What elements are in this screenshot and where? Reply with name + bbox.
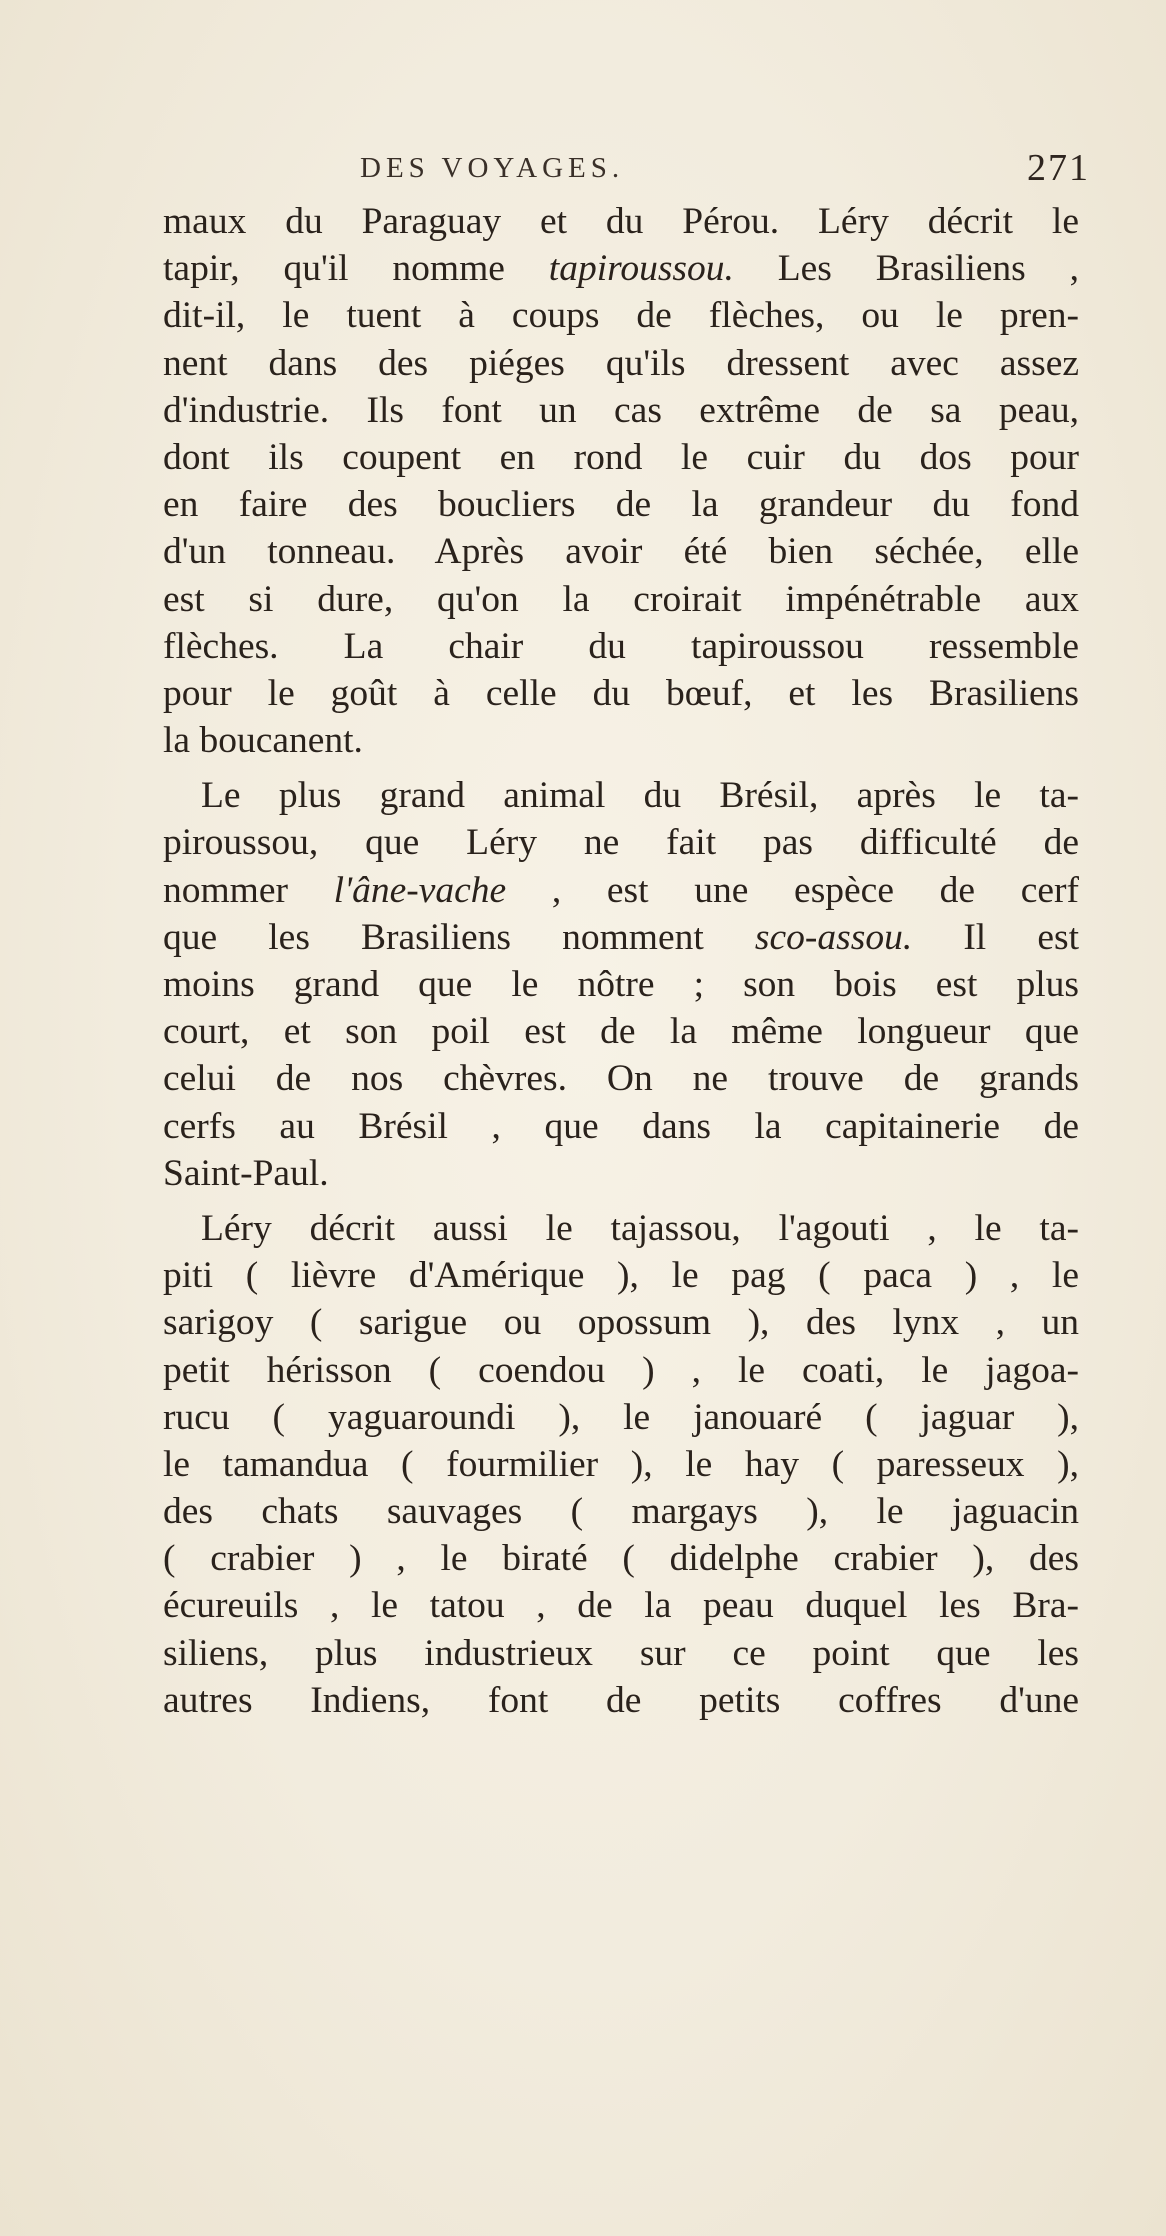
text-run: d'un tonneau. Après avoir été bien séchée, elle [163,531,1079,573]
text-run: Léry décrit aussi le tajassou, l'agouti , le ta- [201,1207,1079,1249]
text-run: , est une espèce de cerf [506,869,1079,911]
text-run: d'industrie. Ils font un cas extrême de sa peau, [163,389,1079,431]
text-run: que les Brasiliens nomment [163,916,755,958]
italic-term: l'âne-vache [333,869,507,911]
text-run: rucu ( yaguaroundi ), le janouaré ( jaguar ), [163,1396,1079,1438]
text-line [163,623,1079,670]
text-run: flèches. La chair du tapiroussou ressemble [163,625,1079,667]
text-run: celui de nos chèvres. On ne trouve de grands [163,1058,1079,1100]
text-run: dont ils coupent en rond le cuir du dos pour [163,436,1079,478]
text-run: Il est [912,916,1079,958]
text-line [163,1205,1079,1252]
text-run: maux du Paraguay et du Pérou. Léry décrit le [163,201,1079,242]
text-run: piti ( lièvre d'Amérique ), le pag ( paca ) , le [163,1255,1079,1297]
text-line [163,1008,1079,1055]
text-line [163,1347,1079,1394]
text-run: tapir, qu'il nomme [163,248,549,290]
text-line [163,576,1079,623]
text-line [163,387,1079,434]
text-line [163,528,1079,575]
text-line [163,434,1079,481]
text-run: dit-il, le tuent à coups de flèches, ou le pren- [163,295,1079,337]
text-run: la boucanent. [163,720,363,762]
text-line [163,1252,1079,1299]
text-run: écureuils , le tatou , de la peau duquel les Bra- [163,1585,1079,1627]
text-line [163,1150,1079,1197]
text-line [163,717,1079,764]
text-line [163,1055,1079,1102]
text-line [163,245,1079,292]
text-run: petit hérisson ( coendou ) , le coati, le jagoa- [163,1349,1079,1391]
text-line [163,1441,1079,1488]
italic-term: tapiroussou. [548,248,734,290]
text-run: Saint-Paul. [163,1152,329,1194]
text-line [163,481,1079,528]
text-line [163,1299,1079,1346]
text-line [163,1630,1079,1677]
text-run: autres Indiens, font de petits coffres d'une [163,1679,1079,1721]
text-run: sarigoy ( sarigue ou opossum ), des lynx , un [163,1302,1079,1344]
text-line [163,1103,1079,1150]
italic-term: sco-assou. [754,916,913,958]
text-line [163,1394,1079,1441]
text-run: ( crabier ) , le biraté ( didelphe crabier ), des [163,1538,1079,1580]
text-line [163,340,1079,387]
text-line [163,914,1079,961]
text-run: le tamandua ( fourmilier ), le hay ( paresseux ), [163,1443,1079,1485]
text-line [163,292,1079,339]
text-line [163,1582,1079,1629]
body-text [163,198,1079,1724]
text-line [163,819,1079,866]
text-run: court, et son poil est de la même longueur que [163,1011,1079,1053]
text-line [163,867,1079,914]
text-line [163,1488,1079,1535]
running-title: DES VOYAGES. [360,152,625,184]
text-run: Les Brasiliens , [733,248,1079,290]
text-line [163,1535,1079,1582]
text-line [163,198,1079,245]
text-line [163,772,1079,819]
text-run: piroussou, que Léry ne fait pas difficulté de [163,822,1079,864]
text-run: cerfs au Brésil , que dans la capitainerie de [163,1105,1079,1147]
page-header [160,147,1090,200]
text-line [163,1677,1079,1724]
text-run: nommer [163,869,334,911]
text-run: pour le goût à celle du bœuf, et les Brasiliens [163,672,1079,714]
text-run: nent dans des piéges qu'ils dressent avec assez [163,342,1079,384]
page-number: 271 [1027,147,1090,189]
text-run: en faire des boucliers de la grandeur du fond [163,484,1079,526]
text-run: est si dure, qu'on la croirait impénétrable aux [163,578,1079,620]
text-line [163,961,1079,1008]
text-run: moins grand que le nôtre ; son bois est plus [163,964,1079,1005]
text-run: siliens, plus industrieux sur ce point que les [163,1632,1079,1674]
text-line [163,670,1079,717]
text-run: Le plus grand animal du Brésil, après le ta- [201,775,1079,817]
text-run: des chats sauvages ( margays ), le jaguacin [163,1491,1079,1533]
